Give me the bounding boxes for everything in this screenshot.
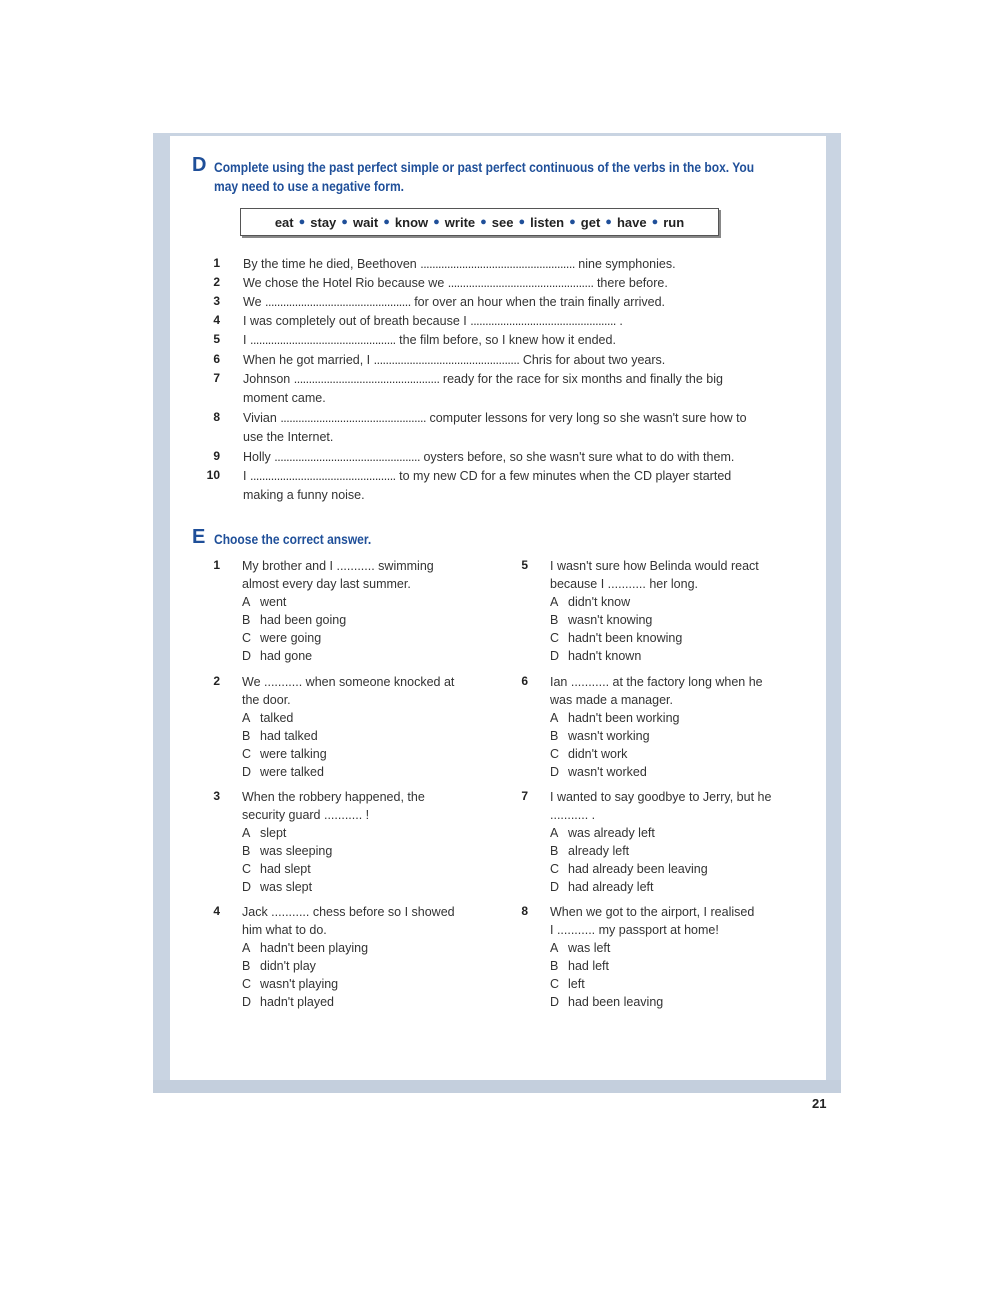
verb: eat	[274, 214, 294, 230]
answer-option[interactable]: D were talked	[242, 765, 324, 779]
item-number: 4	[213, 313, 220, 327]
section-d-instruction	[214, 158, 782, 196]
bullet-separator: ●	[651, 216, 659, 228]
answer-option[interactable]: D had gone	[242, 649, 313, 663]
fill-in-item: Johnson ................................................. ready for the race for six months and finally the big moment came.	[243, 372, 723, 405]
question: I wanted to say goodbye to Jerry, but he ........... . A was already left B already left C had already been leaving D had already left	[550, 788, 790, 896]
item-number: 2	[213, 275, 220, 289]
answer-option[interactable]: A was left	[550, 941, 611, 955]
question-number: 7	[521, 789, 528, 803]
answer-option[interactable]: C had slept	[242, 862, 311, 876]
answer-option[interactable]: B had been going	[242, 613, 347, 627]
item-number: 9	[213, 449, 220, 463]
section-d-instruction-line2: may need to use a negative form.	[214, 178, 405, 194]
answer-option[interactable]: A didn't know	[550, 595, 631, 609]
question: Jack ........... chess before so I showed him what to do. A hadn't been playing B didn't play C wasn't playing D hadn't played	[242, 903, 482, 1011]
fill-in-item: Holly ................................................. oysters before, so she wasn't sure what to do with them.	[243, 450, 735, 464]
question: I wasn't sure how Belinda would react because I ........... her long. A didn't know B wasn't knowing C hadn't been knowing D hadn't known	[550, 557, 790, 665]
verb: wait	[352, 214, 379, 230]
answer-option[interactable]: A talked	[242, 711, 294, 725]
item-number: 3	[213, 294, 220, 308]
verb: listen	[530, 214, 565, 230]
answer-option[interactable]: C were going	[242, 631, 322, 645]
bottom-band	[153, 1080, 841, 1093]
answer-option[interactable]: B wasn't working	[550, 729, 650, 743]
question: My brother and I ........... swimming almost every day last summer. A went B had been going C were going D had gone	[242, 557, 482, 665]
answer-option[interactable]: D had already left	[550, 880, 654, 894]
bullet-separator: ●	[480, 216, 487, 228]
section-e-letter: E	[192, 526, 206, 548]
verb: stay	[310, 214, 337, 230]
answer-option[interactable]: A hadn't been playing	[242, 941, 369, 955]
answer-option[interactable]: C had already been leaving	[550, 862, 708, 876]
verb: run	[663, 214, 685, 230]
answer-option[interactable]: C were talking	[242, 747, 327, 761]
answer-option[interactable]: C left	[550, 977, 585, 991]
answer-option[interactable]: C wasn't playing	[242, 977, 339, 991]
verb-box	[240, 208, 719, 236]
section-d-letter: D	[192, 154, 207, 176]
answer-option[interactable]: D wasn't worked	[550, 765, 647, 779]
question-number: 2	[213, 674, 220, 688]
answer-option[interactable]: A went	[242, 595, 287, 609]
section-e-instruction: Choose the correct answer.	[214, 531, 372, 547]
item-number: 1	[213, 256, 220, 270]
answer-option[interactable]: D had been leaving	[550, 995, 664, 1009]
answer-option[interactable]: D hadn't played	[242, 995, 334, 1009]
answer-option[interactable]: C hadn't been knowing	[550, 631, 683, 645]
bullet-separator: ●	[518, 216, 526, 228]
bullet-separator: ●	[341, 216, 348, 228]
verb: know	[394, 214, 429, 230]
item-number: 6	[213, 352, 220, 366]
question: We ........... when someone knocked at the door. A talked B had talked C were talking D were talked	[242, 673, 482, 781]
question-number: 8	[521, 904, 528, 918]
question-number: 4	[213, 904, 220, 918]
bullet-separator: ●	[569, 216, 576, 228]
question-number: 5	[521, 558, 528, 572]
verb: have	[616, 214, 647, 230]
fill-in-item: We chose the Hotel Rio because we ................................................. there before.	[243, 276, 668, 290]
section-d-instruction-line1: Complete using the past perfect simple or past perfect continuous of the verbs in the box. You	[214, 159, 755, 175]
question-number: 3	[213, 789, 220, 803]
verb: write	[444, 214, 476, 230]
answer-option[interactable]: C didn't work	[550, 747, 628, 761]
fill-in-item: By the time he died, Beethoven .................................................... nine symphonies.	[243, 257, 676, 271]
answer-option[interactable]: D hadn't known	[550, 649, 642, 663]
answer-option[interactable]: B already left	[550, 844, 630, 858]
answer-option[interactable]: B was sleeping	[242, 844, 333, 858]
bullet-separator: ●	[605, 216, 612, 228]
bullet-separator: ●	[383, 216, 390, 228]
answer-option[interactable]: B didn't play	[242, 959, 316, 973]
fill-in-item: When he got married, I ................................................. Chris for about two years.	[243, 353, 666, 367]
page-number: 21	[812, 1096, 827, 1111]
item-number: 5	[213, 332, 220, 346]
item-number: 10	[206, 468, 220, 482]
fill-in-item: I ................................................. the film before, so I knew how it ended.	[243, 333, 616, 347]
answer-option[interactable]: B wasn't knowing	[550, 613, 653, 627]
answer-option[interactable]: B had talked	[242, 729, 318, 743]
fill-in-item: I ................................................. to my new CD for a few minutes when the CD player started making a funny noise.	[243, 469, 732, 502]
fill-in-item: Vivian ................................................. computer lessons for very long so she wasn't sure how to use the Internet.	[243, 411, 747, 444]
item-number: 7	[213, 371, 220, 385]
answer-option[interactable]: A slept	[242, 826, 287, 840]
answer-option[interactable]: A was already left	[550, 826, 655, 840]
bullet-separator: ●	[298, 216, 306, 228]
question-number: 1	[213, 558, 220, 572]
fill-in-item: We ................................................. for over an hour when the train finally arrived.	[243, 295, 666, 309]
item-number: 8	[213, 410, 220, 424]
answer-option[interactable]: B had left	[550, 959, 610, 973]
verb: see	[491, 214, 514, 230]
answer-option[interactable]: D was slept	[242, 880, 313, 894]
answer-option[interactable]: A hadn't been working	[550, 711, 680, 725]
question-number: 6	[521, 674, 528, 688]
fill-in-item: I was completely out of breath because I ................................................. .	[243, 314, 623, 328]
question: When the robbery happened, the security guard ........... ! A slept B was sleeping C had slept D was slept	[242, 788, 482, 896]
verb: get	[580, 214, 601, 230]
question: Ian ........... at the factory long when he was made a manager. A hadn't been working B wasn't working C didn't work D wasn't worked	[550, 673, 790, 781]
question: When we got to the airport, I realised I ........... my passport at home! A was left B had left C left D had been leaving	[550, 903, 790, 1011]
bullet-separator: ●	[433, 216, 440, 228]
